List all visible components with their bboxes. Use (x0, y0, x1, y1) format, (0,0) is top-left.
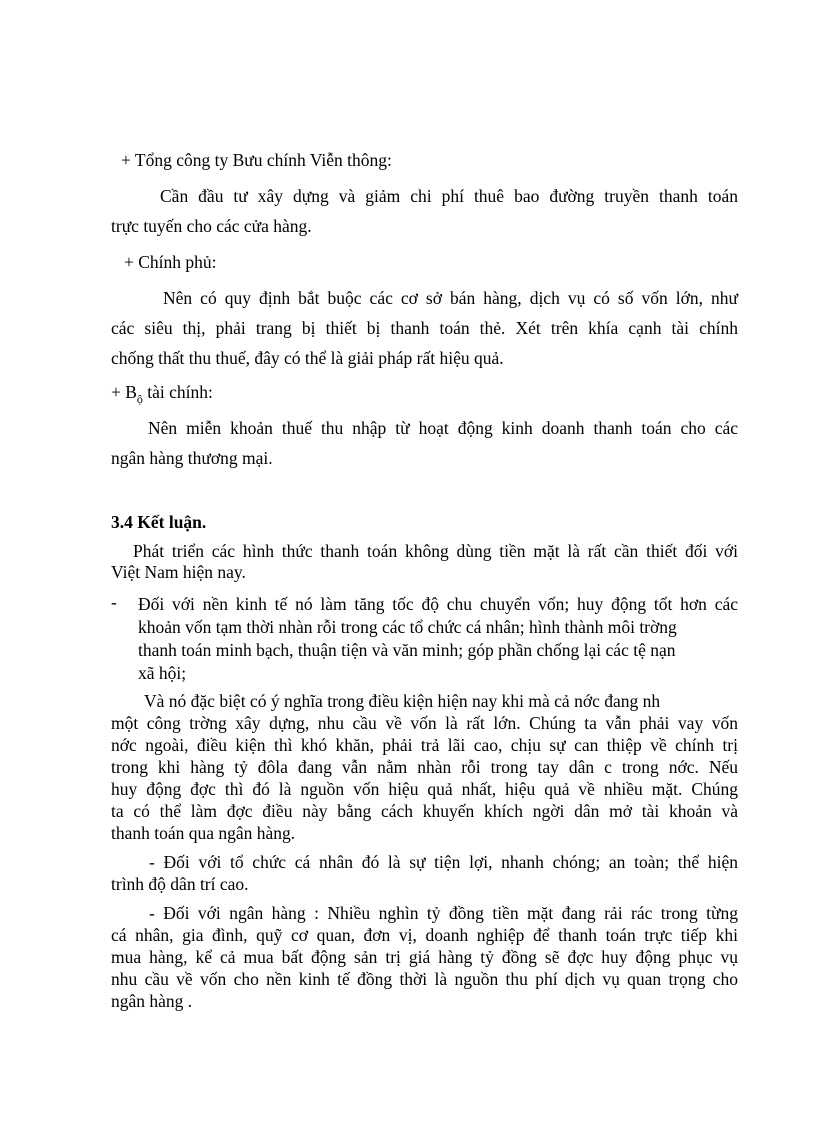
heading-ministry-finance (111, 384, 213, 405)
paragraph-line: thanh toán qua ngân hàng. (111, 823, 296, 843)
paragraph-line: - Đối với ngân hàng : Nhiều nghìn tỷ đồng tiền mặt đang rải rác trong từng (149, 903, 738, 923)
paragraph-line: các siêu thị, phải trang bị thiết bị thanh toán thẻ. Xét trên khía cạnh tài chính (111, 318, 738, 338)
bullet-line: Đối với nền kinh tế nó làm tăng tốc độ chu chuyển vốn; huy động tốt hơn các (138, 594, 738, 614)
paragraph-line: chống thất thu thuế, đây có thể là giải pháp rất hiệu quả. (111, 348, 504, 368)
bullet-line: xã hội; (138, 663, 187, 683)
paragraph-line: mua hàng, kể cả mua bất động sản trị giá hàng tỷ đồng sẽ đợc huy động phục vụ (111, 947, 738, 967)
paragraph-line: trong khi hàng tỷ đôla đang vẫn nằm nhàn rỗi trong tay dân c trong nớc. Nếu (111, 757, 738, 777)
paragraph-line: một công trờng xây dựng, nhu cầu về vốn là rất lớn. Chúng ta vẫn phải vay vốn (111, 713, 738, 733)
paragraph-line: ngân hàng thương mại. (111, 448, 273, 468)
paragraph-line: - Đối với tổ chức cá nhân đó là sự tiện lợi, nhanh chóng; an toàn; thể hiện (149, 852, 738, 872)
paragraph-line: trình độ dân trí cao. (111, 874, 249, 894)
paragraph-line: Phát triển các hình thức thanh toán không dùng tiền mặt là rất cần thiết đối với (133, 541, 738, 561)
paragraph-line: trực tuyến cho các cửa hàng. (111, 216, 312, 236)
paragraph-line: nhu cầu về vốn cho nền kinh tế đồng thời là nguồn thu phí dịch vụ quan trọng cho (111, 969, 738, 989)
heading-posts-telecom: + Tổng công ty Bưu chính Viễn thông: (121, 150, 392, 170)
heading-text: tài chính: (142, 382, 213, 402)
section-heading: 3.4 Kết luận. (111, 512, 207, 532)
paragraph-line: cá nhân, gia đình, quỹ cơ quan, đơn vị, doanh nghiệp để thanh toán trực tiếp khi (111, 925, 738, 945)
paragraph-line: Cần đầu tư xây dựng và giảm chi phí thuê bao đường truyền thanh toán (160, 186, 738, 206)
paragraph-line: ta có thể làm đợc điều này bằng cách khuyến khích ngời dân mở tài khoản và (111, 801, 738, 821)
heading-government: + Chính phủ: (124, 252, 217, 272)
paragraph-line: Việt Nam hiện nay. (111, 562, 246, 582)
paragraph-line: ngân hàng . (111, 991, 193, 1011)
bullet-line: khoản vốn tạm thời nhàn rỗi trong các tổ chức cá nhân; hình thành môi trờng (138, 617, 677, 637)
heading-text: + B (111, 382, 137, 402)
bullet-line: thanh toán minh bạch, thuận tiện và văn minh; góp phần chống lại các tệ nạn (138, 640, 676, 660)
bullet-mark: - (111, 592, 117, 612)
paragraph-line: Nên miễn khoản thuế thu nhập từ hoạt động kinh doanh thanh toán cho các (148, 418, 738, 438)
paragraph-line: nớc ngoài, điều kiện thì khó khăn, phải trả lãi cao, chịu sự can thiệp về chính trị (111, 735, 738, 755)
paragraph-line: Và nó đặc biệt có ý nghĩa trong điều kiện hiện nay khi mà cả nớc đang nh (144, 691, 661, 711)
paragraph-line: huy động đợc thì đó là nguồn vốn hiệu quả nhất, hiệu quả về nhiều mặt. Chúng (111, 779, 738, 799)
paragraph-line: Nên có quy định bắt buộc các cơ sở bán hàng, dịch vụ có số vốn lớn, như (163, 288, 738, 308)
heading-subscript: ộ (136, 392, 143, 406)
